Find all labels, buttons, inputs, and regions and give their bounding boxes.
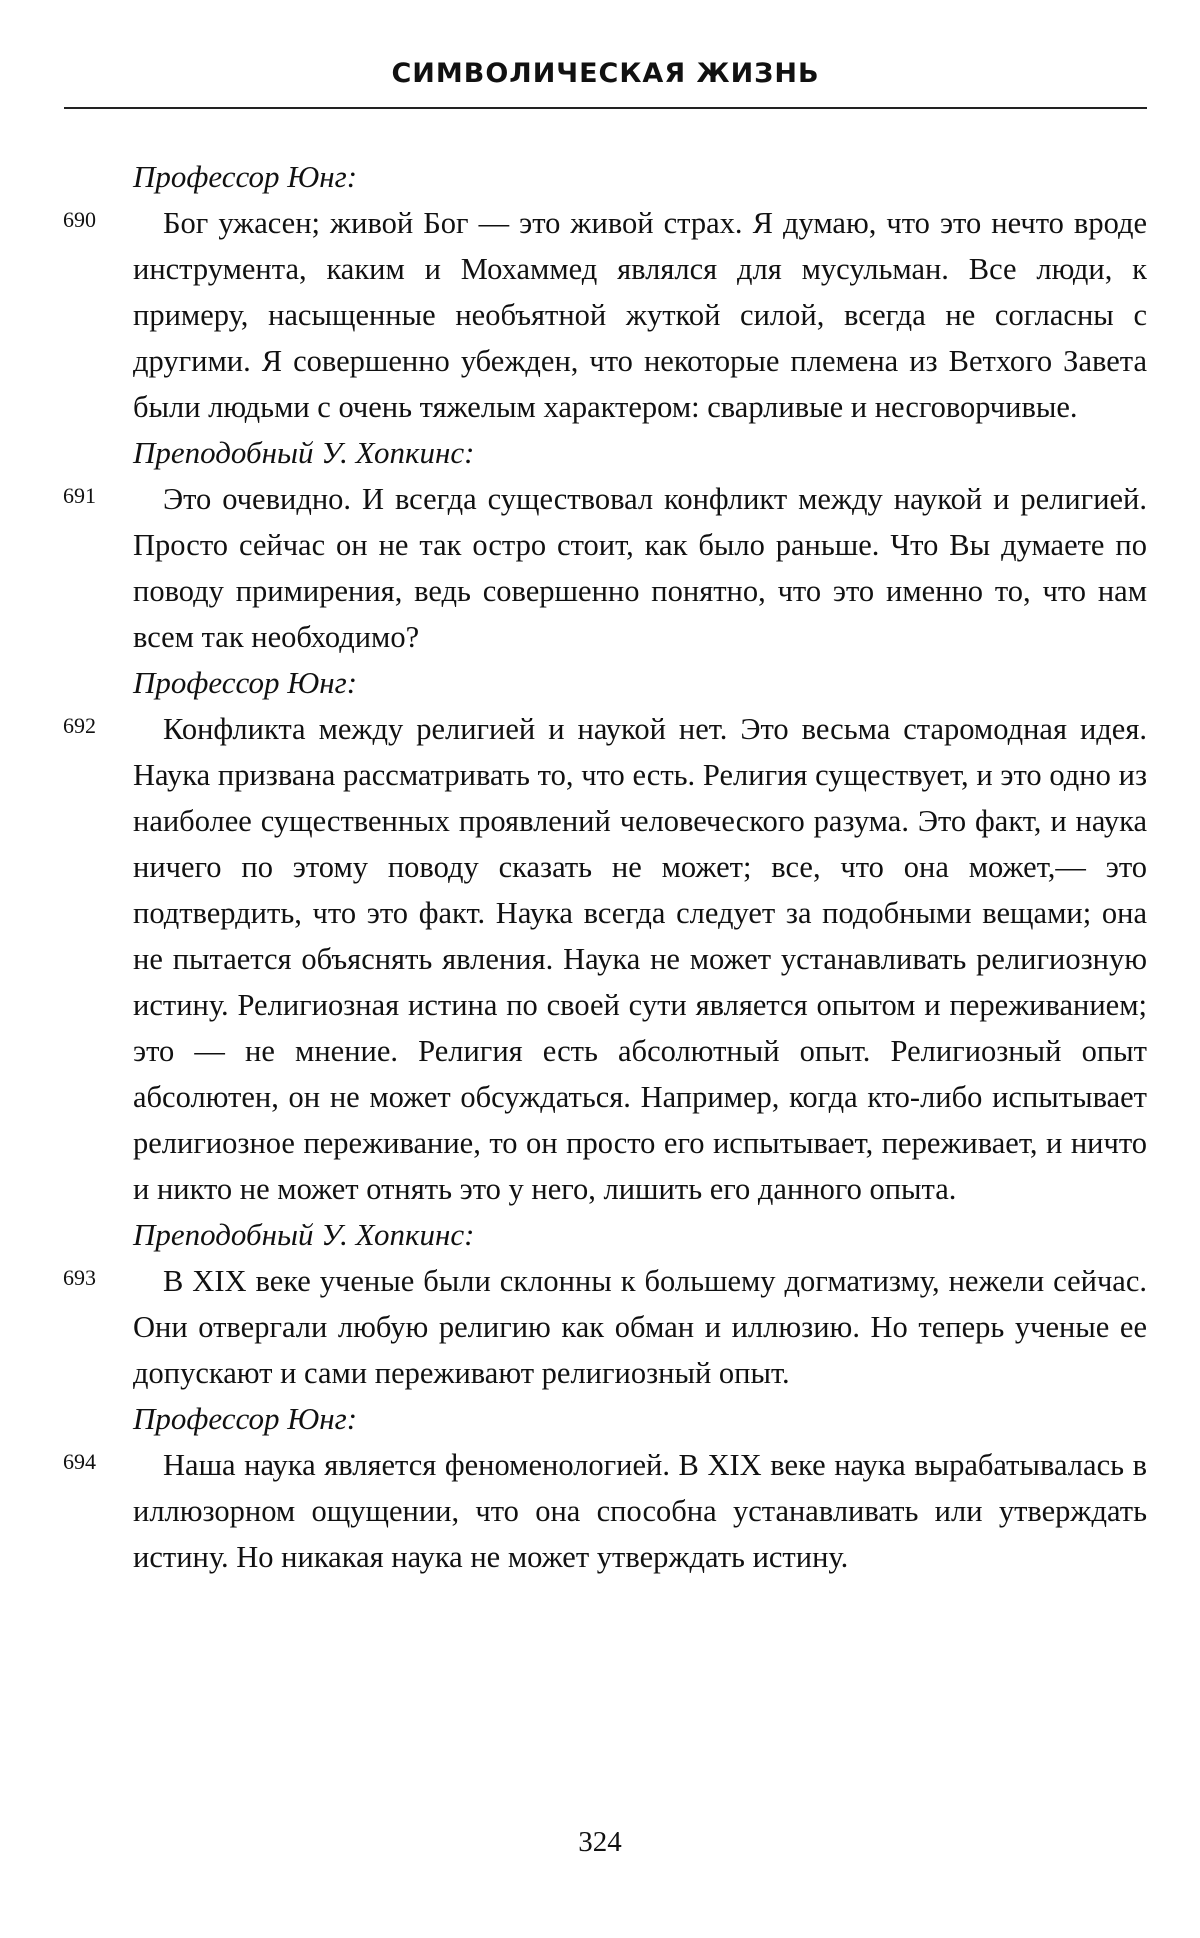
paragraph-690 (63, 200, 1147, 430)
paragraph-number: 693 (63, 1265, 96, 1290)
speaker-label: Профессор Юнг: (133, 1401, 358, 1436)
running-head: СИМВОЛИЧЕСКАЯ ЖИЗНЬ (391, 58, 820, 89)
speaker-label: Преподобный У. Хопкинс: (133, 435, 475, 470)
speaker-label: Профессор Юнг: (133, 665, 358, 700)
paragraph-692 (63, 706, 1147, 1212)
header-rule (64, 107, 1147, 109)
speaker-label: Преподобный У. Хопкинс: (133, 1217, 475, 1252)
paragraph-text: Наша наука является феноменологией. В XIX веке наука вырабатывалась в иллюзорном ощущении, что она способна устанавливать или утверждать истину. Но никакая наука не может утверждать истину. (133, 1448, 1147, 1574)
page-number: 324 (578, 1826, 622, 1858)
paragraph-691 (63, 476, 1147, 660)
paragraph-text: Это очевидно. И всегда существовал конфликт между наукой и религией. Просто сейчас он не так остро стоит, как было раньше. Что Вы думаете по поводу примирения, ведь совершенно понятно, что это именно то, что нам всем так необходимо? (133, 482, 1147, 654)
paragraph-694 (63, 1442, 1147, 1580)
paragraph-number: 691 (63, 483, 96, 508)
paragraph-number: 690 (63, 207, 96, 232)
speaker-label: Профессор Юнг: (133, 159, 358, 194)
paragraph-693 (63, 1258, 1147, 1396)
dialogue-body (63, 154, 1147, 1580)
paragraph-number: 694 (63, 1449, 96, 1474)
paragraph-number: 692 (63, 713, 96, 738)
paragraph-text: В XIX веке ученые были склонны к большему догматизму, нежели сейчас. Они отвергали любую религию как обман и иллюзию. Но теперь ученые ее допускают и сами переживают религиозный опыт. (133, 1264, 1147, 1390)
paragraph-text: Конфликта между религией и наукой нет. Это весьма старомодная идея. Наука призвана рассматривать то, что есть. Религия существует, и это одно из наиболее существенных проявлений человеческого разума. Это факт, и наука ничего по этому поводу сказать не может; все, что она может,— это подтвердить, что это факт. Наука всегда следует за подобными вещами; она не пытается объяснять явления. Наука не может устанавливать религиозную истину. Религиозная истина по своей сути является опытом и переживанием; это — не мнение. Религия есть абсолютный опыт. Религиозный опыт абсолютен, он не может обсуждаться. Например, когда кто-либо испытывает религиозное переживание, то он просто его испытывает, переживает, и ничто и никто не может отнять это у него, лишить его данного опыта. (133, 712, 1147, 1206)
paragraph-text: Бог ужасен; живой Бог — это живой страх. Я думаю, что это нечто вроде инструмента, каким и Мохаммед являлся для мусульман. Все люди, к примеру, насыщенные необъятной жуткой силой, всегда не согласны с другими. Я совершенно убежден, что некоторые племена из Ветхого Завета были людьми с очень тяжелым характером: сварливые и несговорчивые. (133, 206, 1147, 424)
